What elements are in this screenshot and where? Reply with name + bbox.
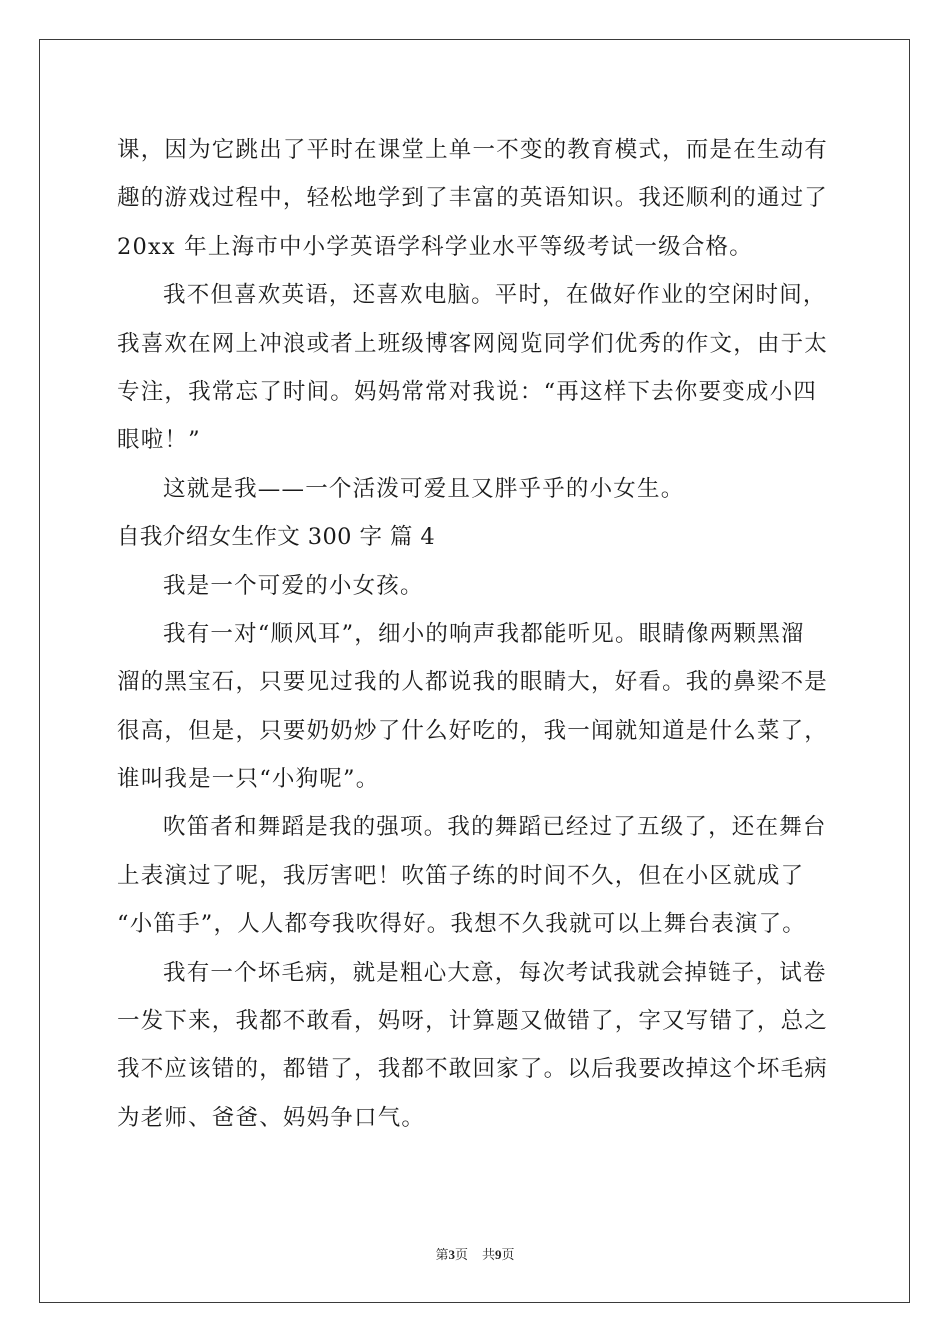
footer-current-page: 3 bbox=[448, 1247, 455, 1262]
page-footer bbox=[0, 1244, 950, 1263]
text-line: 20xx 年上海市中小学英语学科学业水平等级考试一级合格。 bbox=[117, 233, 753, 260]
text-line: 上表演过了呢，我厉害吧！吹笛子练的时间不久，但在小区就成了 bbox=[117, 862, 805, 889]
footer-total-suffix: 页 bbox=[501, 1247, 515, 1262]
footer-page-word: 页 bbox=[454, 1247, 468, 1262]
footer-total-pages: 9 bbox=[495, 1247, 502, 1262]
text-line: 课，因为它跳出了平时在课堂上单一不变的教育模式，而是在生动有 bbox=[117, 137, 829, 163]
footer-total-prefix: 共 bbox=[482, 1247, 496, 1262]
text-line: 溜的黑宝石，只要见过我的人都说我的眼睛大，好看。我的鼻梁不是 bbox=[117, 669, 829, 696]
text-line: 我不应该错的，都错了，我都不敢回家了。以后我要改掉这个坏毛病 bbox=[117, 1056, 829, 1083]
text-line: 我是一个可爱的小女孩。 bbox=[163, 572, 424, 599]
text-line: 眼啦！” bbox=[117, 427, 201, 454]
section-heading: 自我介绍女生作文 300 字 篇 4 bbox=[117, 524, 436, 551]
text-line: 我喜欢在网上冲浪或者上班级博客网阅览同学们优秀的作文，由于太 bbox=[117, 330, 829, 357]
text-line: 我有一个坏毛病，就是粗心大意，每次考试我就会掉链子，试卷 bbox=[163, 959, 827, 986]
text-line: “小笛手”，人人都夸我吹得好。我想不久我就可以上舞台表演了。 bbox=[117, 911, 807, 938]
text-line: 很高，但是，只要奶奶炒了什么好吃的，我一闻就知道是什么菜了， bbox=[117, 717, 829, 744]
text-line: 吹笛者和舞蹈是我的强项。我的舞蹈已经过了五级了，还在舞台 bbox=[163, 814, 827, 841]
text-line: 专注，我常忘了时间。妈妈常常对我说：“再这样下去你要变成小四 bbox=[117, 378, 818, 405]
document-body bbox=[117, 126, 837, 1142]
text-line: 我不但喜欢英语，还喜欢电脑。平时，在做好作业的空闲时间， bbox=[163, 282, 827, 309]
footer-prefix: 第 bbox=[435, 1247, 449, 1262]
text-line: 一发下来，我都不敢看，妈呀，计算题又做错了，字又写错了，总之 bbox=[117, 1008, 829, 1035]
text-line: 谁叫我是一只“小狗呢”。 bbox=[117, 766, 380, 793]
text-line: 为老师、爸爸、妈妈争口气。 bbox=[117, 1104, 426, 1131]
text-line: 这就是我——一个活泼可爱且又胖乎乎的小女生。 bbox=[163, 475, 685, 502]
text-line: 趣的游戏过程中，轻松地学到了丰富的英语知识。我还顺利的通过了 bbox=[117, 185, 829, 212]
text-line: 我有一对“顺风耳”，细小的响声我都能听见。眼睛像两颗黑溜 bbox=[163, 620, 805, 647]
